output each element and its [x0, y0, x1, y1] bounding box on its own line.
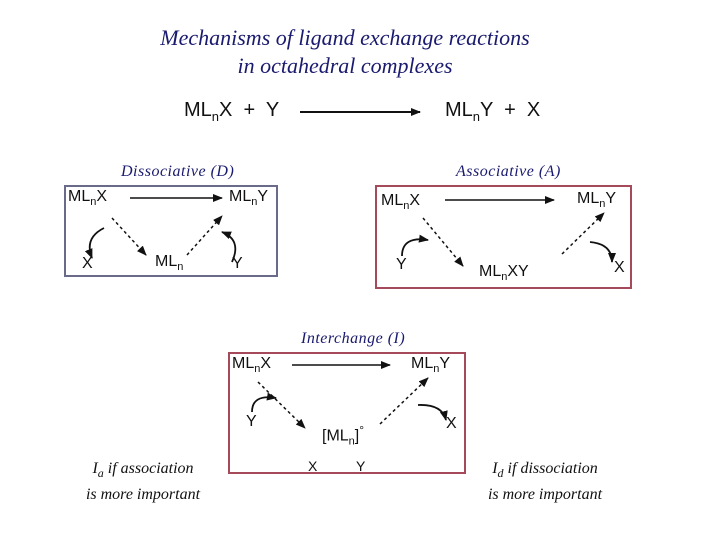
d-dashed-arrow-2: [187, 216, 222, 255]
interchange-entering-group: Y: [246, 413, 257, 430]
a-tl-sub: n: [403, 200, 410, 213]
i-curved-arrow-enter: [252, 397, 276, 412]
i-tr-base: ML: [411, 355, 434, 372]
i-tr-rest: Y: [439, 355, 451, 372]
d-tr-sub: n: [251, 196, 258, 209]
note-id-prefix: I: [492, 460, 498, 477]
d-mid-base: ML: [155, 253, 178, 270]
equation-right-base: ML: [445, 99, 473, 121]
dissociative-leaving-group: X: [82, 255, 93, 272]
dissociative-entering-group: Y: [232, 255, 243, 272]
a-tr-sub: n: [599, 198, 606, 211]
d-curved-arrow-enter: [222, 232, 235, 262]
equation-left-base: ML: [184, 99, 212, 121]
title-line-2: in octahedral complexes: [237, 53, 453, 78]
d-tl-base: ML: [68, 188, 91, 205]
d-tr-base: ML: [229, 188, 252, 205]
i-mid-rest: ]: [354, 427, 360, 445]
note-id-line2: is more important: [487, 486, 603, 504]
a-dashed-arrow-2: [562, 213, 604, 254]
equation-right-rest: Y + X: [480, 99, 541, 121]
note-ia-sub: a: [97, 466, 104, 481]
note-ia-prefix: I: [92, 460, 98, 477]
i-dashed-arrow-2: [380, 378, 428, 424]
a-tl-base: ML: [381, 192, 404, 209]
note-id-line1: if dissociation: [503, 460, 598, 477]
a-tl-rest: X: [409, 192, 421, 209]
i-mid-sub: n: [348, 435, 355, 448]
note-ia-line1: if association: [103, 460, 194, 477]
d-tl-sub: n: [90, 196, 97, 209]
associative-leaving-group: X: [614, 259, 625, 276]
i-dashed-arrow-1: [258, 382, 305, 428]
i-tl-rest: X: [260, 355, 272, 372]
d-curved-arrow-leave: [90, 228, 104, 258]
d-mid-sub: n: [177, 261, 184, 274]
note-ia-line2: is more important: [85, 486, 201, 504]
interchange-caption: Interchange (I): [301, 330, 406, 347]
i-tl-sub: n: [254, 363, 261, 376]
a-dashed-arrow-1: [423, 218, 463, 266]
interchange-leaving-group: X: [446, 415, 457, 432]
title-line-1: Mechanisms of ligand exchange reactions: [160, 25, 530, 50]
associative-entering-group: Y: [396, 256, 407, 273]
d-dashed-arrow-1: [112, 218, 146, 255]
i-tl-base: ML: [232, 355, 255, 372]
associative-caption: Associative (A): [456, 163, 561, 180]
a-mid-sub: n: [501, 271, 508, 284]
d-tr-rest: Y: [257, 188, 269, 205]
i-mid-sup: °: [359, 423, 365, 437]
interchange-under-x: X: [308, 458, 318, 474]
i-curved-arrow-leave: [418, 405, 446, 420]
equation-right-sub: n: [472, 109, 481, 124]
a-curved-arrow-enter: [402, 239, 428, 256]
d-tl-rest: X: [96, 188, 108, 205]
dissociative-caption: Dissociative (D): [121, 163, 235, 180]
a-curved-arrow-leave: [590, 242, 612, 262]
i-tr-sub: n: [433, 363, 440, 376]
a-tr-rest: Y: [605, 190, 617, 207]
a-mid-rest: XY: [507, 263, 529, 280]
a-tr-base: ML: [577, 190, 600, 207]
interchange-under-y: Y: [356, 458, 366, 474]
equation-left-sub: n: [211, 109, 220, 124]
a-mid-base: ML: [479, 263, 502, 280]
i-mid-base: [ML: [322, 427, 349, 445]
note-id-sub: d: [497, 466, 504, 481]
equation-left-rest: X + Y: [219, 99, 280, 121]
